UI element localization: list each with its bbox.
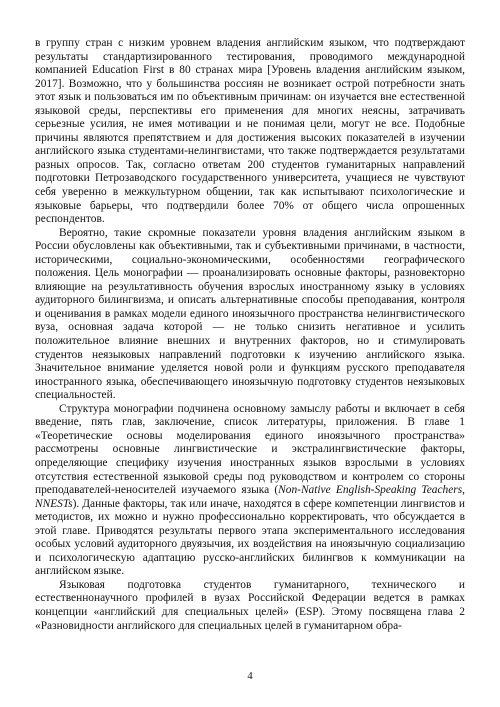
italic-term: NNESTs (35, 497, 73, 510)
paragraph-text: Структура монографии подчинена основному замыслу работы и включает в себя введение, пять глав, заключение, список литературы, приложения. В главе 1 «Теоретические основы моделирования единого иноязычного пространства» рассмотрены основные лингвистические и экстралингвистические факторы, определяющие специфику изучения иностранных языков взрослыми в условиях отсутствия естественной языковой среды под руководством и контролем со стороны преподавателей-неносителей изучаемого языка ( (35, 402, 465, 497)
paragraph-text: , (462, 484, 465, 497)
document-page (35, 37, 465, 633)
body-paragraph (35, 403, 465, 579)
italic-term: Non-Native English-Speaking Teachers (278, 484, 463, 497)
body-paragraph (35, 37, 465, 227)
paragraph-text: ). Данные факторы, так или иначе, находятся в сфере компетенции лингвистов и методистов, их можно и нужно профессионально корректировать, что обсуждается в этой главе. Приводятся результаты первого этапа экспериментального исследования особых условий аудиторного двуязычия, их воздействия на иноязычную социализацию и психологическую адаптацию русско-английских билингвов к коммуникации на английском языке. (35, 497, 465, 578)
body-paragraph (35, 579, 465, 633)
body-paragraph (35, 227, 465, 403)
paragraph-text: Вероятно, такие скромные показатели уровня владения английским языком в России обусловлены как объективными, так и субъективными причинами, в частности, историческими, социально-экономическими, особенностями географического положения. Цель монографии — проанализировать основные факторы, разновекторно влияющие на результативность обучения взрослых иностранному языку в условиях аудиторного билингвизма, и описать альтернативные способы преподавания, контроля и оценивания в рамках модели единого иноязычного пространства нелингвистического вуза, основная задача которой — не только снизить негативное и усилить положительное влияние внешних и внутренних факторов, но и стимулировать студентов неязыковых направлений подготовки к изучению английского языка. Значительное внимание уделяется новой роли и функциям русского преподавателя иностранного языка, обеспечивающего иноязычную подготовку студентов неязыковых специальностей. (35, 226, 465, 402)
paragraph-text: Языковая подготовка студентов гуманитарного, технического и естественнонаучного профилей в вузах Российской Федерации ведется в рамках концепции «английский для специальных целей» (ESP). Этому посвящена глава 2 «Разновидности английского для специальных целей в гуманитарном обра- (35, 578, 465, 632)
page-number: 4 (247, 671, 253, 682)
paragraph-text: в группу стран с низким уровнем владения английским языком, что подтверждают результаты стандартизированного тестирования, проводимого международной компанией Education First в 80 странах мира [Уровень владения английским языком, 2017]. Возможно, что у большинства россиян не возникает острой потребности знать этот язык и пользоваться им по объективным причинам: он изучается вне естественной языковой среды, перспективы его применения для многих неясны, затрачивать серьезные усилия, не имея мотивации и не понимая цели, могут не все. Подобные причины являются препятствием и для достижения высоких показателей в изучении английского языка студентами-нелингвистами, что также подтверждается результатами разных опросов. Так, согласно ответам 200 студентов гуманитарных направлений подготовки Петрозаводского государственного университета, учащиеся не чувствуют себя уверенно в межкультурном общении, так как испытывают психологические и языковые барьеры, что подтвердили более 70% от общего числа опрошенных респондентов. (35, 37, 465, 226)
